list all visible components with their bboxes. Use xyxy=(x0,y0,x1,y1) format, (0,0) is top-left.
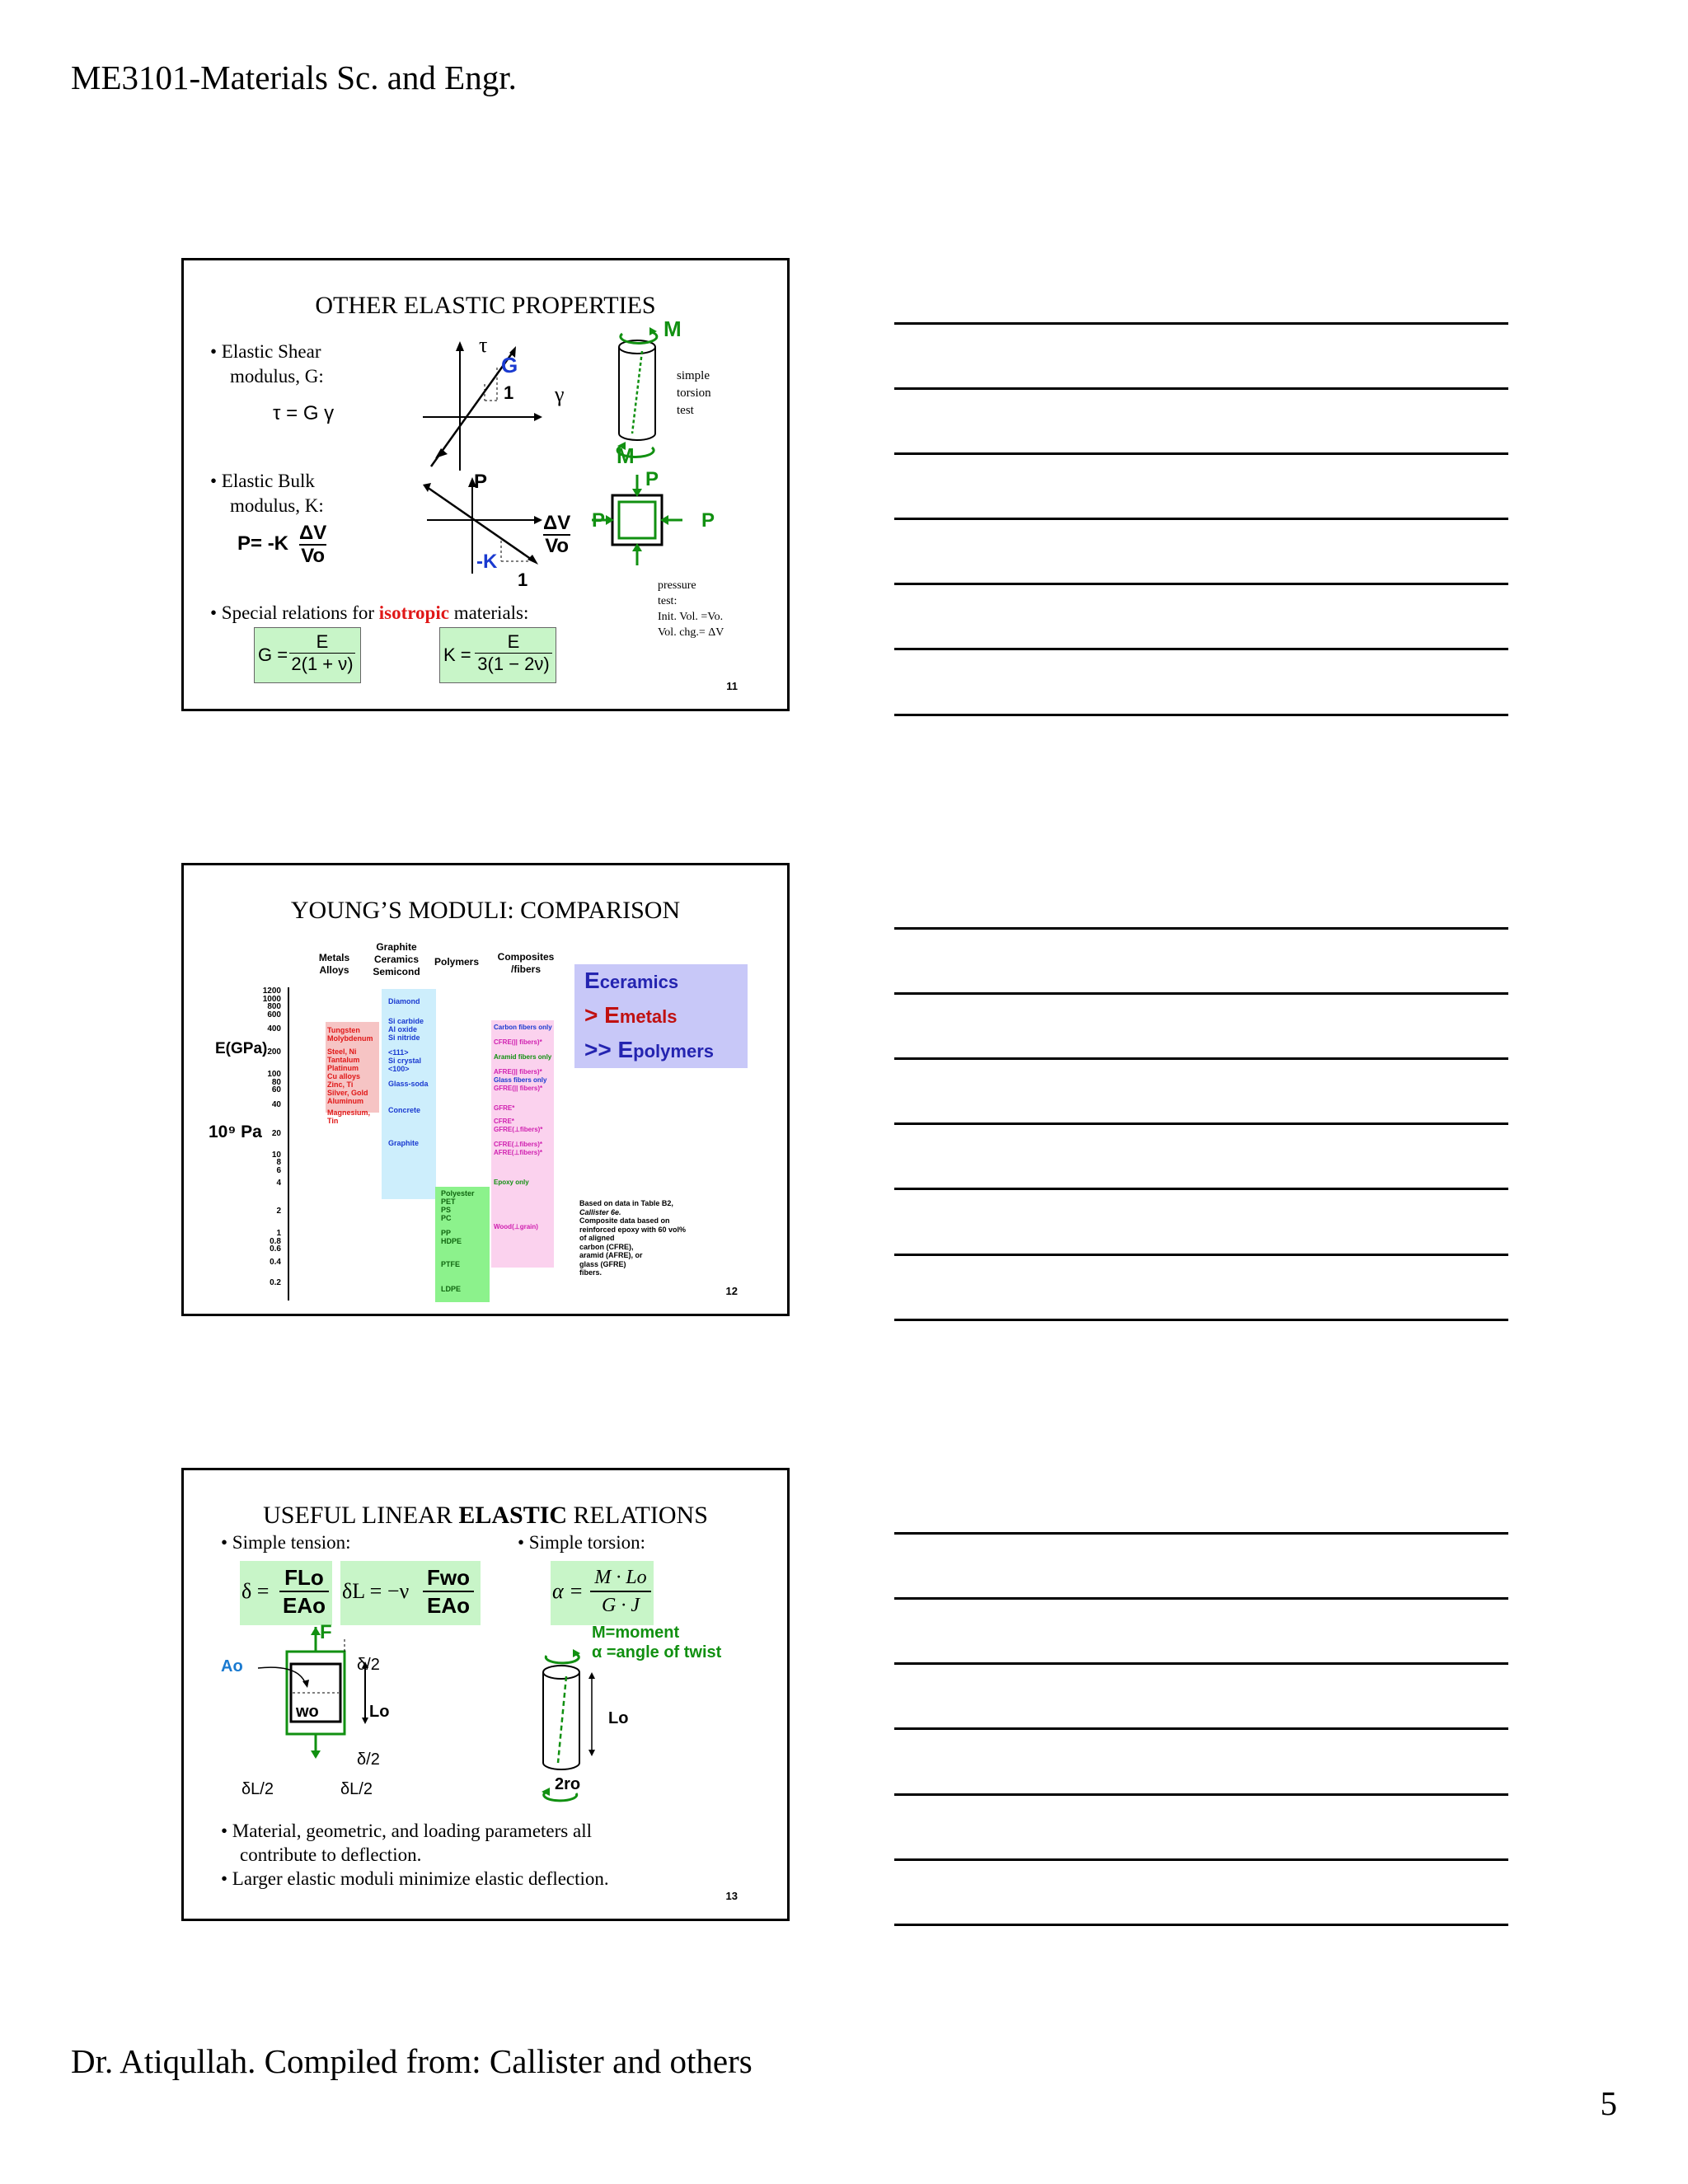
bullet-1b: contribute to deflection. xyxy=(240,1844,422,1865)
note-line xyxy=(894,322,1508,325)
torsion-label: • Simple torsion: xyxy=(518,1532,646,1553)
shear-bullet-2: modulus, G: xyxy=(230,366,324,387)
slide-title: USEFUL LINEAR ELASTIC RELATIONS xyxy=(263,1502,708,1529)
p-axis-label: P xyxy=(474,471,488,493)
note-line xyxy=(894,583,1508,585)
ceramics-list: Diamond Si carbide Al oxide Si nitride <111> Si crystal <100> Glass-soda Concrete Graphite xyxy=(388,997,429,1147)
force-label: F xyxy=(320,1621,332,1643)
k-formula-box: K = E 3(1 − 2ν) xyxy=(439,627,556,683)
y-axis-label-2: 10⁹ Pa xyxy=(209,1122,262,1141)
metals-list: Tungsten Molybdenum Steel, Ni Tantalum Platinum Cu alloys Zinc, Ti Silver, Gold Aluminum Magnesium, Tin xyxy=(327,1026,373,1125)
lo-torsion-label: Lo xyxy=(608,1709,629,1727)
lo-label: Lo xyxy=(369,1703,390,1721)
note-line xyxy=(894,518,1508,520)
shear-bullet: • Elastic Shear xyxy=(210,341,321,362)
note-line xyxy=(894,648,1508,650)
torsion-m-bottom: M xyxy=(617,443,635,468)
g-formula-box: G = E 2(1 + ν) xyxy=(254,627,361,683)
polymers-list: Polyester PET PS PC PP HDPE PTFE LDPE xyxy=(441,1189,475,1293)
note-line xyxy=(894,714,1508,716)
note-line xyxy=(894,1319,1508,1321)
slide-number: 12 xyxy=(725,1285,738,1297)
alpha-formula-box: α = M · Lo G · J xyxy=(551,1561,654,1625)
delta-formula-box: δ = FLo EAo xyxy=(240,1561,332,1625)
tension-label: • Simple tension: xyxy=(221,1532,351,1553)
note-line xyxy=(894,927,1508,930)
two-ro-label: 2ro xyxy=(555,1775,581,1793)
note-line xyxy=(894,1727,1508,1730)
tau-label: τ xyxy=(479,333,488,357)
slide-title: YOUNG’S MODULI: COMPARISON xyxy=(290,897,681,924)
bullet-2: • Larger elastic moduli minimize elastic deflection. xyxy=(221,1868,609,1889)
delta-l-half-right: δL/2 xyxy=(340,1780,373,1798)
pressure-p-top: P xyxy=(645,468,659,490)
page-footer: Dr. Atiqullah. Compiled from: Callister and others xyxy=(71,2042,753,2080)
y-axis xyxy=(262,987,289,1301)
note-line xyxy=(894,1122,1508,1125)
bulk-eq-fraction: ΔV Vo xyxy=(299,522,327,567)
delta-l-half-left: δL/2 xyxy=(241,1780,274,1798)
col-polymers: Polymers xyxy=(434,956,480,968)
note-line xyxy=(894,1662,1508,1665)
note-line xyxy=(894,1858,1508,1861)
bullet-1: • Material, geometric, and loading parameters all xyxy=(221,1821,592,1841)
bulk-bullet-2: modulus, K: xyxy=(230,495,324,516)
moduli-callout: Eceramics > Emetals >> Epolymers xyxy=(574,964,748,1068)
data-source-note: Based on data in Table B2, Callister 6e. Composite data based on reinforced epoxy with 60 vol% of aligned carbon (CFRE), aramid (AFRE), or glass (GFRE) fibers. xyxy=(579,1199,687,1277)
composites-list: Carbon fibers only CFRE(|| fibers)* Aramid fibers only AFRE(|| fibers)* Glass fibers only GFRE(|| fibers)* GFRE* CFRE* GFRE(⊥fibers)* CFRE(⊥fibers)* AFRE(⊥fibers)* Epoxy only Wood(⊥grain) xyxy=(494,1024,552,1230)
col-metals: Metals Alloys xyxy=(318,952,350,976)
note-line xyxy=(894,452,1508,455)
g-label: G xyxy=(501,353,518,377)
note-line xyxy=(894,1532,1508,1535)
pressure-caption: pressure test: Init. Vol. =Vo. Vol. chg.= ΔV xyxy=(658,579,724,639)
tick-labels: 1200 1000 800 600 400 200 100 80 60 40 20 10 8 6 4 2 1 0.8 0.6 0.4 0.2 xyxy=(262,987,281,1287)
page-number: 5 xyxy=(1600,2084,1617,2122)
slide-12 xyxy=(181,863,790,1316)
torsion-legend: M=moment α =angle of twist xyxy=(592,1624,722,1661)
note-line xyxy=(894,1597,1508,1600)
note-line xyxy=(894,1254,1508,1256)
col-ceramics: Graphite Ceramics Semicond xyxy=(373,941,420,977)
ao-label: Ao xyxy=(221,1657,243,1675)
neg-k-label: -K xyxy=(476,551,498,573)
slide-11 xyxy=(181,258,790,711)
torsion-m-top: M xyxy=(663,316,682,341)
one-b-label: 1 xyxy=(518,569,528,590)
delta-half-top: δ/2 xyxy=(357,1656,380,1674)
delta-half-bottom: δ/2 xyxy=(357,1750,380,1769)
slide-title: OTHER ELASTIC PROPERTIES xyxy=(315,292,656,319)
page-header: ME3101-Materials Sc. and Engr. xyxy=(71,59,517,96)
note-line xyxy=(894,1793,1508,1796)
note-line xyxy=(894,1924,1508,1926)
slide-number: 13 xyxy=(725,1890,738,1902)
special-relations: • Special relations for isotropic materials: xyxy=(210,602,529,623)
note-line xyxy=(894,1057,1508,1060)
slide-13 xyxy=(181,1468,790,1921)
col-composites: Composites /fibers xyxy=(497,951,555,975)
pressure-p-left: P xyxy=(592,509,606,532)
note-line xyxy=(894,992,1508,995)
one-label: 1 xyxy=(504,382,514,403)
bulk-eq-lhs: P= -K xyxy=(237,532,289,555)
torsion-cylinder xyxy=(604,322,670,462)
note-line xyxy=(894,387,1508,390)
note-line xyxy=(894,1188,1508,1190)
delta-l-formula-box: δL = −ν Fwo EAo xyxy=(340,1561,481,1625)
wo-label: wo xyxy=(296,1703,319,1721)
gamma-label: γ xyxy=(555,382,565,406)
pressure-p-right: P xyxy=(701,509,715,532)
bulk-bullet: • Elastic Bulk xyxy=(210,471,315,491)
tension-specimen xyxy=(241,1627,431,1759)
dv-vo-axis-label: ΔV Vo xyxy=(543,512,571,557)
shear-equation: τ = G γ xyxy=(273,402,335,424)
torsion-caption: simple torsion test xyxy=(677,369,711,417)
slide-number: 11 xyxy=(726,680,738,692)
y-axis-label: E(GPa) xyxy=(215,1040,268,1057)
